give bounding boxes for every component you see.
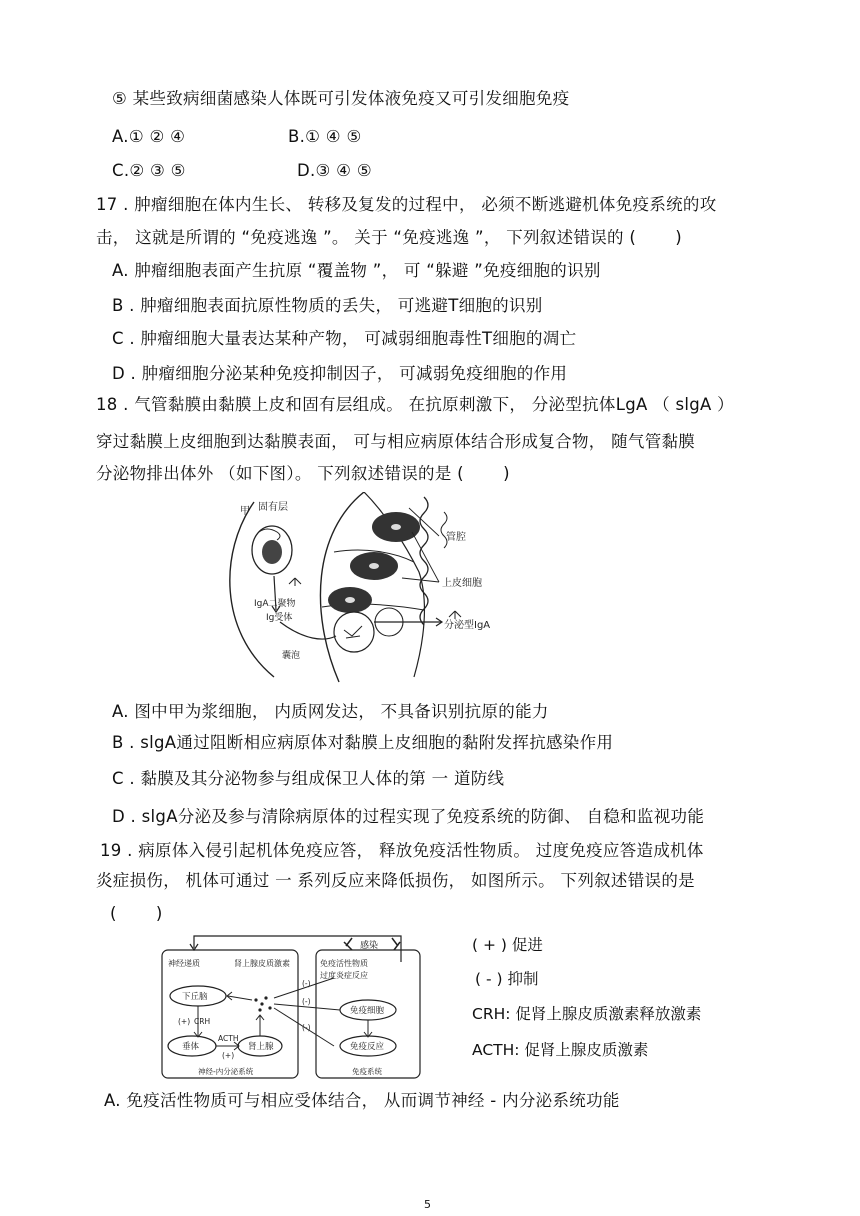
legend-crh: CRH: 促肾上腺皮质激素释放激素: [472, 1005, 702, 1023]
legend-promote: ( + ) 促进: [472, 936, 543, 954]
q17-option-d: D . 肿瘤细胞分泌某种免疫抑制因子， 可减弱免疫细胞的作用: [112, 364, 568, 383]
label-plus1: (+): [178, 1017, 191, 1026]
q17-option-b: B . 肿瘤细胞表面抗原性物质的丢失， 可逃避T细胞的识别: [112, 296, 543, 315]
label-pituitary: 垂体: [182, 1042, 200, 1052]
label-neuro-endocrine-system: 神经-内分泌系统: [198, 1067, 254, 1076]
label-lumen: 管腔: [446, 532, 466, 543]
label-immune-active-substance: 免疫活性物质: [320, 959, 368, 968]
neuroendocrine-immune-diagram: [156, 928, 424, 1082]
q19-stem-line1: 19 . 病原体入侵引起机体免疫应答， 释放免疫活性物质。 过度免疫应答造成机体: [100, 841, 704, 860]
q16-option-d: D.③ ④ ⑤: [297, 161, 372, 180]
legend-acth: ACTH: 促肾上腺皮质激素: [472, 1041, 649, 1059]
label-iga-dimer: IgA二聚物: [254, 599, 296, 609]
label-minus2: (-): [302, 997, 311, 1006]
label-lamina-propria: 固有层: [258, 502, 288, 513]
q16-option-c: C.② ③ ⑤: [112, 161, 186, 180]
q16-option-a: A.① ② ④: [112, 127, 186, 146]
legend-inhibit: ( - ) 抑制: [475, 970, 539, 988]
label-crh: CRH: [194, 1017, 211, 1026]
q19-option-a: A. 免疫活性物质可与相应受体结合， 从而调节神经 - 内分泌系统功能: [104, 1091, 620, 1110]
label-infection: 感染: [360, 941, 379, 951]
q18-stem-line2: 穿过黏膜上皮细胞到达黏膜表面， 可与相应病原体结合形成复合物， 随气管黏膜: [96, 432, 696, 451]
q19-stem-line2: 炎症损伤， 机体可通过 一 系列反应来降低损伤， 如图所示。 下列叙述错误的是: [96, 871, 695, 890]
label-immune-cell: 免疫细胞: [350, 1006, 385, 1016]
label-hypothalamus: 下丘脑: [182, 992, 208, 1002]
label-ig-receptor: Ig受体: [266, 613, 293, 623]
label-neurotransmitter: 神经递质: [168, 959, 200, 968]
q18-option-b: B . slgA通过阻断相应病原体对黏膜上皮细胞的黏附发挥抗感染作用: [112, 733, 614, 752]
label-minus1: (-): [302, 979, 311, 988]
label-immune-system: 免疫系统: [352, 1067, 382, 1076]
page-number: 5: [424, 1198, 431, 1211]
q16-option-b: B.① ④ ⑤: [288, 127, 362, 146]
option-5-text: ⑤ 某些致病细菌感染人体既可引发体液免疫又可引发细胞免疫: [112, 89, 570, 108]
label-acth: ACTH: [218, 1034, 239, 1043]
label-vesicle: 囊泡: [282, 651, 301, 661]
label-excessive-inflammation: 过度炎症反应: [320, 971, 368, 980]
label-epithelial-cell: 上皮细胞: [442, 578, 482, 589]
label-adrenal: 肾上腺: [248, 1042, 274, 1052]
label-jia: 甲: [240, 506, 250, 517]
label-secretory-iga: 分泌型IgA: [444, 620, 491, 631]
q18-option-a: A. 图中甲为浆细胞， 内质网发达， 不具备识别抗原的能力: [112, 702, 549, 721]
q18-stem-line3: 分泌物排出体外 （如下图）。 下列叙述错误的是 ( ): [96, 464, 510, 483]
q17-option-a: A. 肿瘤细胞表面产生抗原 “覆盖物 ”， 可 “躲避 ”免疫细胞的识别: [112, 261, 601, 280]
mucosa-diagram: [214, 492, 514, 684]
q17-stem-line1: 17 . 肿瘤细胞在体内生长、 转移及复发的过程中， 必须不断逃避机体免疫系统的攻: [96, 195, 717, 214]
label-corticosteroid: 肾上腺皮质激素: [234, 959, 290, 968]
q18-stem-line1: 18 . 气管黏膜由黏膜上皮和固有层组成。 在抗原刺激下， 分泌型抗体LgA （ slgA ）: [96, 395, 734, 414]
q19-stem-line3: ( ): [110, 904, 163, 923]
q18-option-c: C . 黏膜及其分泌物参与组成保卫人体的第 一 道防线: [112, 769, 505, 788]
q17-option-c: C . 肿瘤细胞大量表达某种产物， 可减弱细胞毒性T细胞的凋亡: [112, 329, 577, 348]
label-immune-response: 免疫反应: [350, 1042, 385, 1052]
q18-option-d: D . slgA分泌及参与清除病原体的过程实现了免疫系统的防御、 自稳和监视功能: [112, 807, 705, 826]
label-plus2: (+): [222, 1051, 235, 1060]
label-minus3: (-): [302, 1023, 311, 1032]
q17-stem-line2: 击， 这就是所谓的 “免疫逃逸 ”。 关于 “免疫逃逸 ”， 下列叙述错误的 ( ): [96, 228, 682, 247]
